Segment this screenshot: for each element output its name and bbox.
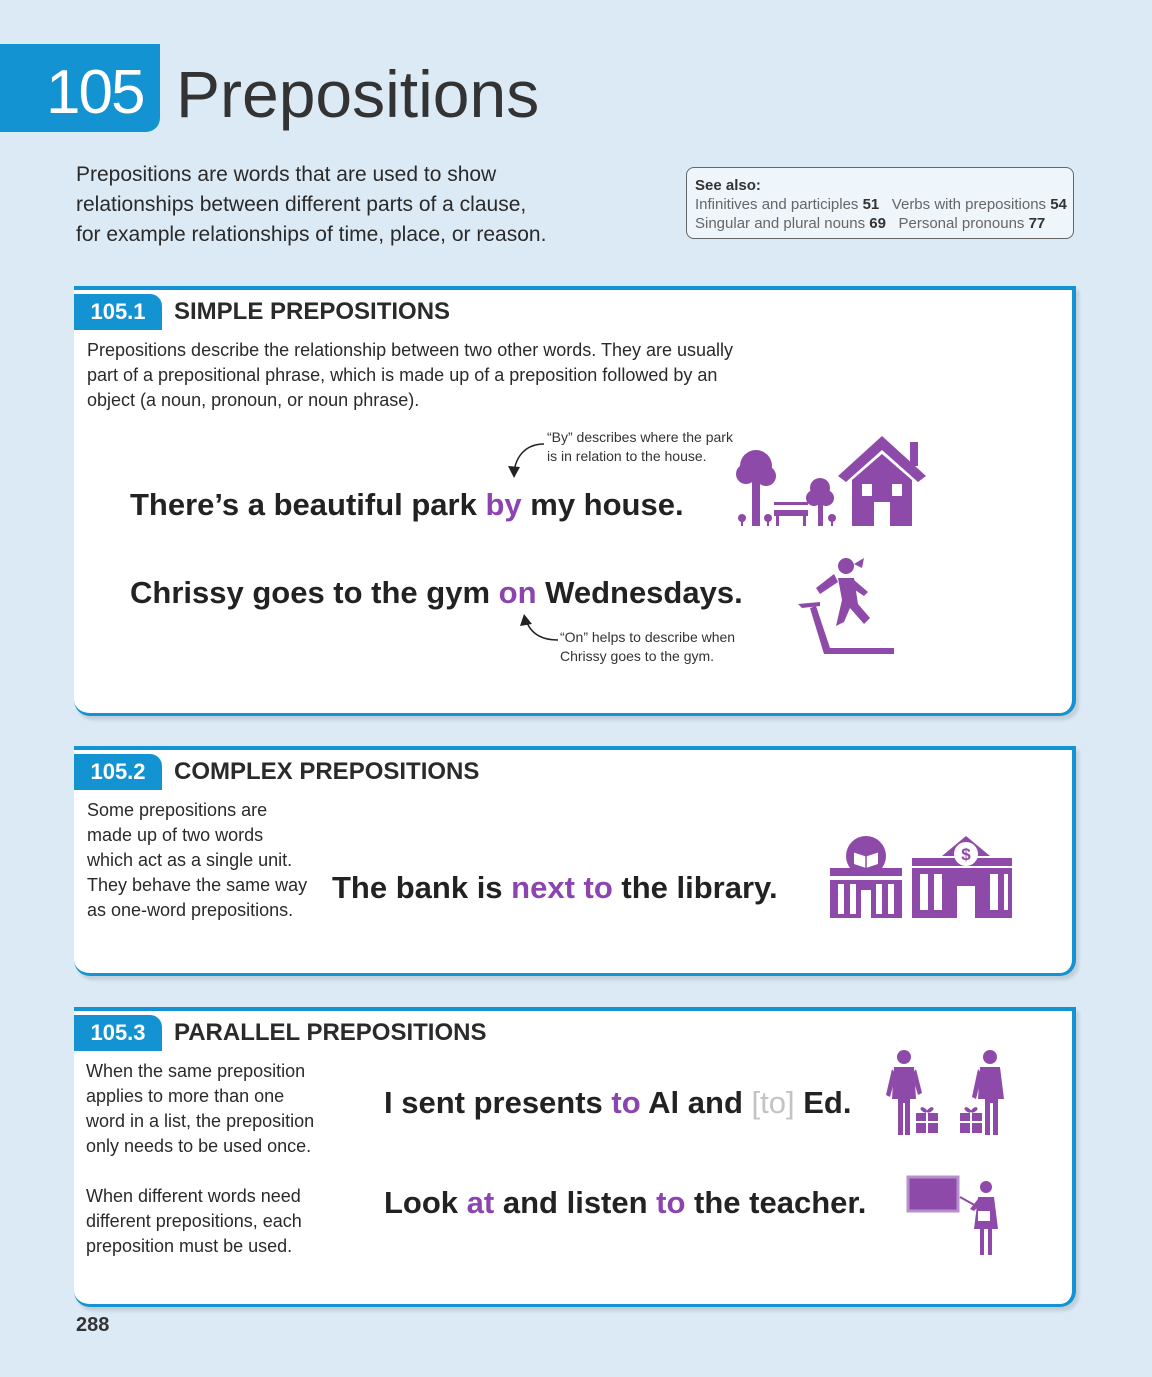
chapter-number: 105	[46, 58, 144, 127]
section-title: COMPLEX PREPOSITIONS	[174, 758, 480, 785]
preposition-highlight: on	[498, 575, 537, 610]
section-description: When different words need different prepositions, each preposition must be used.	[86, 1186, 302, 1256]
chapter-title: Prepositions	[176, 57, 540, 131]
park-house-icon	[734, 436, 924, 531]
section-parallel-prepositions	[74, 1007, 1076, 1307]
see-also-box	[686, 167, 1074, 239]
intro-line: Prepositions are words that are used to show	[76, 163, 497, 186]
section-title: PARALLEL PREPOSITIONS	[174, 1019, 487, 1046]
teacher-icon	[906, 1175, 1006, 1260]
see-also-link[interactable]: Infinitives and participles 51	[695, 196, 880, 213]
see-also-link[interactable]: Verbs with prepositions 54	[891, 196, 1067, 213]
see-also-link[interactable]: Singular and plural nouns 69	[695, 215, 886, 232]
see-also-title: See also:	[695, 177, 761, 194]
preposition-highlight: next to	[511, 870, 613, 905]
preposition-highlight: to	[611, 1085, 641, 1120]
section-number-badge: 105.2	[74, 754, 162, 790]
section-description: Some prepositions are made up of two words which act as a single unit. They behave the same way as one-word prepositions.	[87, 800, 308, 920]
annotation-arrow	[504, 436, 564, 486]
section-description: Prepositions describe the relationship between two other words. They are usually part of a prepositional phrase, which is made up of a preposition followed by an object (a noun, pronoun, or noun phrase).	[87, 340, 734, 410]
preposition-highlight: to	[656, 1185, 686, 1220]
section-description: When the same preposition applies to more than one word in a list, the preposition only needs to be used once.	[86, 1061, 315, 1156]
section-complex-prepositions	[74, 746, 1076, 976]
annotation-on: “On” helps to describe when Chrissy goes to the gym.	[560, 629, 736, 664]
svg-text:$: $	[961, 845, 971, 864]
omitted-preposition: [to]	[751, 1085, 795, 1120]
example-sentence: The bank is next to the library.	[332, 870, 778, 905]
section-title: SIMPLE PREPOSITIONS	[174, 298, 451, 325]
intro-line: for example relationships of time, place, or reason.	[76, 223, 547, 246]
people-presents-icon	[882, 1049, 1012, 1139]
section-number-badge: 105.3	[74, 1015, 162, 1051]
intro-text	[76, 160, 576, 250]
example-sentence: There’s a beautiful park by my house.	[130, 487, 684, 522]
page-number: 288	[76, 1314, 110, 1336]
preposition-highlight: by	[485, 487, 522, 522]
intro-line: relationships between different parts of a clause,	[76, 193, 527, 216]
example-sentence: I sent presents to Al and [to] Ed.	[384, 1085, 852, 1120]
library-bank-icon	[830, 830, 1012, 922]
annotation-by: “By” describes where the park is in relation to the house.	[547, 429, 733, 464]
example-sentence: Chrissy goes to the gym on Wednesdays.	[130, 575, 743, 610]
see-also-link[interactable]: Personal pronouns 77	[898, 215, 1046, 232]
example-sentence: Look at and listen to the teacher.	[384, 1185, 867, 1220]
section-simple-prepositions	[74, 286, 1076, 716]
treadmill-runner-icon	[798, 556, 898, 656]
preposition-highlight: at	[466, 1185, 495, 1220]
section-number-badge: 105.1	[74, 294, 162, 330]
